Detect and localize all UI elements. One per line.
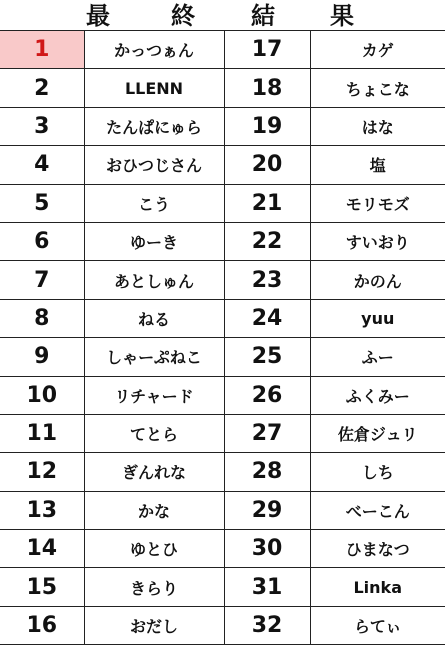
table-row xyxy=(0,338,445,376)
rank-cell: 22 xyxy=(224,222,310,260)
rank-cell: 14 xyxy=(0,530,84,568)
title-char: 果 xyxy=(330,2,354,30)
player-name-cell: はな xyxy=(310,107,445,145)
rank-cell: 26 xyxy=(224,376,310,414)
rank-cell: 6 xyxy=(0,222,84,260)
rank-cell: 13 xyxy=(0,491,84,529)
player-name-cell: らてぃ xyxy=(310,606,445,644)
rank-cell: 24 xyxy=(224,299,310,337)
rank-cell: 8 xyxy=(0,299,84,337)
player-name-cell: ぎんれな xyxy=(84,453,224,491)
player-name-cell: LLENN xyxy=(84,69,224,107)
player-name-cell: おだし xyxy=(84,606,224,644)
player-name-cell: 塩 xyxy=(310,146,445,184)
rank-cell: 25 xyxy=(224,338,310,376)
rank-cell: 9 xyxy=(0,338,84,376)
table-row xyxy=(0,261,445,299)
rank-cell: 11 xyxy=(0,414,84,452)
player-name-cell: ふー xyxy=(310,338,445,376)
rank-cell: 20 xyxy=(224,146,310,184)
player-name-cell: ひまなつ xyxy=(310,530,445,568)
title-char: 終 xyxy=(171,2,195,30)
table-row xyxy=(0,606,445,644)
player-name-cell: かっつぁん xyxy=(84,31,224,69)
rank-cell: 18 xyxy=(224,69,310,107)
rank-cell: 3 xyxy=(0,107,84,145)
title-char: 最 xyxy=(86,2,110,30)
player-name-cell: ゆとひ xyxy=(84,530,224,568)
table-row xyxy=(0,453,445,491)
rank-cell: 1 xyxy=(0,31,84,69)
rank-cell: 19 xyxy=(224,107,310,145)
rank-cell: 21 xyxy=(224,184,310,222)
player-name-cell: てとら xyxy=(84,414,224,452)
rank-cell: 23 xyxy=(224,261,310,299)
table-row xyxy=(0,31,445,69)
rank-cell: 5 xyxy=(0,184,84,222)
player-name-cell: ふくみー xyxy=(310,376,445,414)
rank-cell: 7 xyxy=(0,261,84,299)
table-row xyxy=(0,69,445,107)
results-title xyxy=(0,0,445,30)
player-name-cell: カゲ xyxy=(310,31,445,69)
rank-cell: 10 xyxy=(0,376,84,414)
player-name-cell: あとしゅん xyxy=(84,261,224,299)
player-name-cell: べーこん xyxy=(310,491,445,529)
player-name-cell: きらり xyxy=(84,568,224,606)
rank-cell: 15 xyxy=(0,568,84,606)
player-name-cell: おひつじさん xyxy=(84,146,224,184)
table-row xyxy=(0,107,445,145)
rank-cell: 2 xyxy=(0,69,84,107)
results-rows xyxy=(0,31,445,645)
player-name-cell: yuu xyxy=(310,299,445,337)
rank-cell: 29 xyxy=(224,491,310,529)
rank-cell: 16 xyxy=(0,606,84,644)
table-row xyxy=(0,376,445,414)
player-name-cell: すいおり xyxy=(310,222,445,260)
player-name-cell: たんぱにゅら xyxy=(84,107,224,145)
player-name-cell: かのん xyxy=(310,261,445,299)
player-name-cell: こう xyxy=(84,184,224,222)
table-row xyxy=(0,491,445,529)
table-row xyxy=(0,146,445,184)
player-name-cell: ゆーき xyxy=(84,222,224,260)
player-name-cell: リチャード xyxy=(84,376,224,414)
rank-cell: 17 xyxy=(224,31,310,69)
table-row xyxy=(0,222,445,260)
rank-cell: 32 xyxy=(224,606,310,644)
rank-cell: 12 xyxy=(0,453,84,491)
player-name-cell: ねる xyxy=(84,299,224,337)
player-name-cell: ちょこな xyxy=(310,69,445,107)
table-row xyxy=(0,299,445,337)
player-name-cell: しゃーぷねこ xyxy=(84,338,224,376)
player-name-cell: しち xyxy=(310,453,445,491)
player-name-cell: 佐倉ジュリ xyxy=(310,414,445,452)
rank-cell: 27 xyxy=(224,414,310,452)
title-char: 結 xyxy=(251,2,275,30)
player-name-cell: モリモズ xyxy=(310,184,445,222)
table-row xyxy=(0,414,445,452)
table-row xyxy=(0,568,445,606)
results-table xyxy=(0,30,445,645)
rank-cell: 28 xyxy=(224,453,310,491)
rank-cell: 31 xyxy=(224,568,310,606)
table-row xyxy=(0,184,445,222)
rank-cell: 4 xyxy=(0,146,84,184)
player-name-cell: かな xyxy=(84,491,224,529)
table-row xyxy=(0,530,445,568)
player-name-cell: Linka xyxy=(310,568,445,606)
rank-cell: 30 xyxy=(224,530,310,568)
